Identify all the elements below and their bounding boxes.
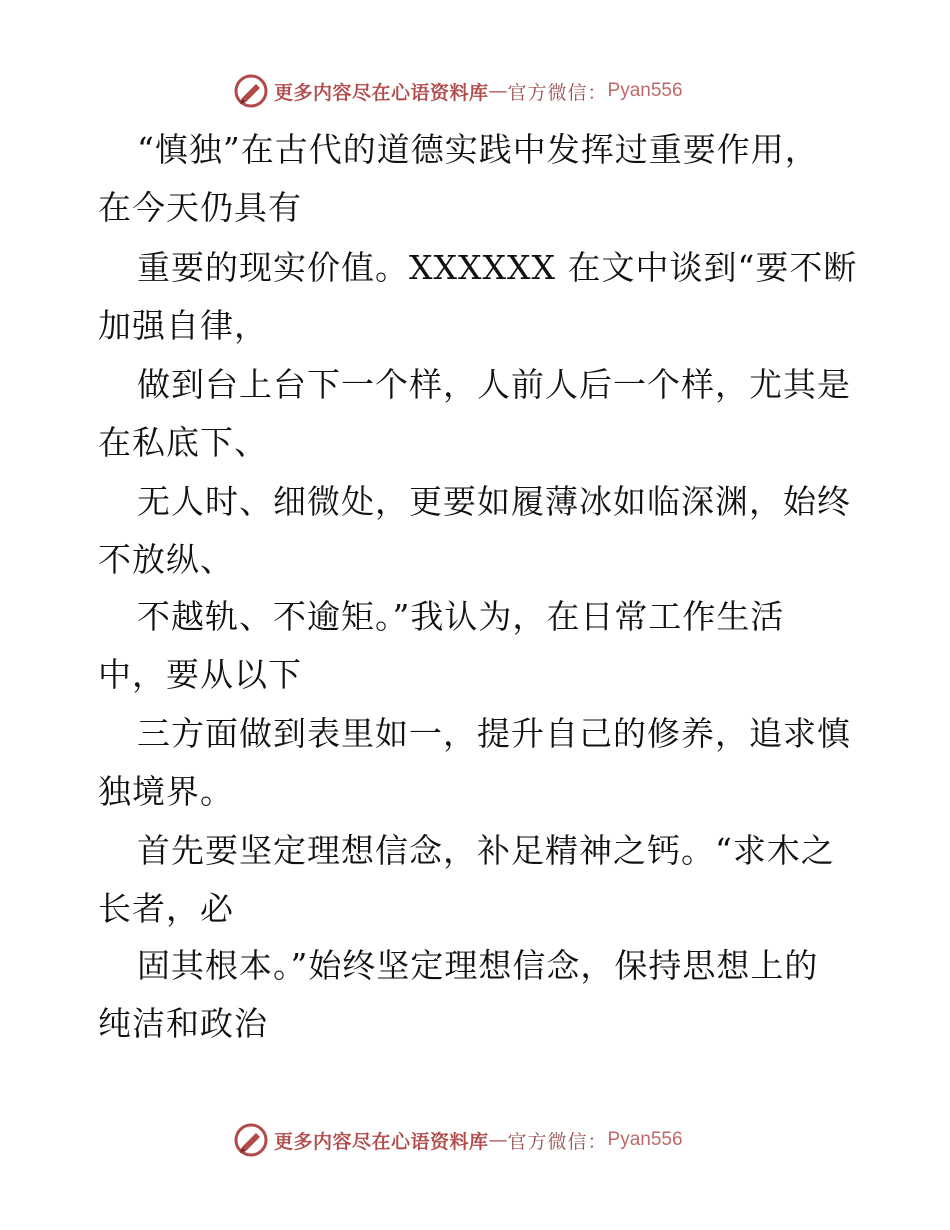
watermark-wechat-id: Pyan556 (607, 80, 683, 101)
text-line: 固其根本。”始终坚定理想信念，保持思想上的 (137, 946, 819, 985)
watermark-title: 更多内容尽在心语资料库 (274, 81, 489, 104)
watermark-wechat-id: Pyan556 (607, 1129, 683, 1150)
text-line: “慎独”在古代的道德实践中发挥过重要作用， (137, 130, 819, 169)
watermark-separator: — (488, 1129, 508, 1151)
text-line: 长者，必 (98, 889, 234, 928)
text-line: 不放纵、 (98, 540, 234, 579)
text-line: 无人时、细微处，更要如履薄冰如临深渊，始终 (137, 482, 851, 521)
pen-logo-icon (234, 1123, 268, 1157)
text-line: 三方面做到表里如一，提升自己的修养，追求慎 (137, 714, 851, 753)
text-line: 在今天仍具有 (98, 188, 302, 227)
text-line: 重要的现实价值。XXXXXX 在文中谈到“要不断 (137, 248, 858, 287)
text-line: 纯洁和政治 (98, 1004, 268, 1043)
text-line: 独境界。 (98, 772, 234, 811)
watermark-label: 官方微信： (507, 81, 608, 104)
text-line: 不越轨、不逾矩。”我认为，在日常工作生活 (137, 597, 785, 636)
text-line: 加强自律， (98, 306, 268, 345)
text-line: 中，要从以下 (98, 655, 302, 694)
text-line: 首先要坚定理想信念，补足精神之钙。“求木之 (137, 831, 835, 870)
watermark-title: 更多内容尽在心语资料库 (274, 1130, 489, 1153)
footer-watermark (234, 1120, 683, 1160)
text-line: 在私底下、 (98, 423, 268, 462)
text-line: 做到台上台下一个样，人前人后一个样，尤其是 (137, 365, 851, 404)
watermark-separator: — (488, 80, 508, 102)
watermark-label: 官方微信： (507, 1130, 608, 1153)
